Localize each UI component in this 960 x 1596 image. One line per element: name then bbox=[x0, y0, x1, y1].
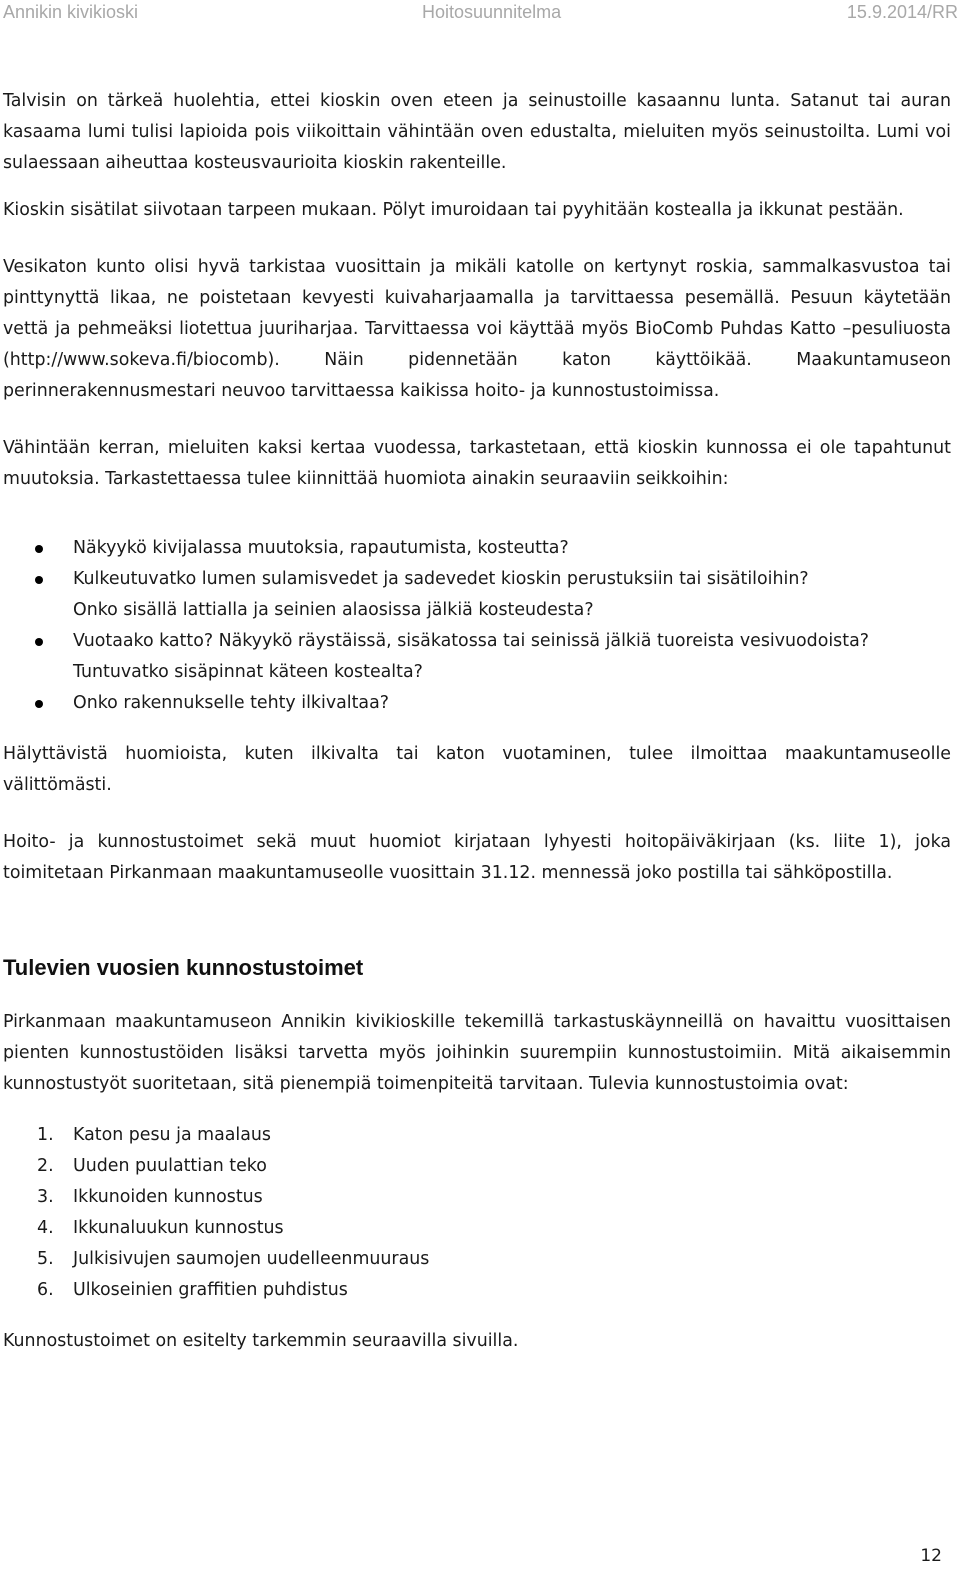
bullet-icon bbox=[35, 545, 43, 553]
repair-task-number: 6. bbox=[37, 1280, 54, 1300]
repair-task-list bbox=[3, 1120, 951, 1306]
repair-task-item bbox=[3, 1151, 951, 1182]
repair-task-text: Ulkoseinien graffitien puhdistus bbox=[73, 1280, 348, 1300]
page-header bbox=[0, 0, 960, 30]
checklist-item bbox=[3, 533, 951, 564]
header-date-author: 15.9.2014/RR bbox=[846, 2, 958, 22]
header-document-subject: Annikin kivikioski bbox=[3, 2, 139, 22]
repair-task-number: 1. bbox=[37, 1125, 54, 1145]
repair-task-number: 2. bbox=[37, 1156, 54, 1176]
repair-task-text: Katon pesu ja maalaus bbox=[73, 1125, 271, 1145]
paragraph-future-repairs: Pirkanmaan maakuntamuseon Annikin kivikioskille tekemillä tarkastuskäynneillä on havaittu vuosittaisen pienten kunnostustöiden lisäksi tarvetta myös joihinkin suurempiin kunnostustoimiin. Mitä aikaisemmin kunnostustyöt suoritetaan, sitä pienempiä toimenpiteitä tarvitaan. Tulevia kunnostustoimia ovat: bbox=[3, 1012, 951, 1094]
paragraph-interior-cleaning: Kioskin sisätilat siivotaan tarpeen mukaan. Pölyt imuroidaan tai pyyhitään kostealla ja ikkunat pestään. bbox=[3, 200, 904, 220]
paragraph-inspection-intro: Vähintään kerran, mieluiten kaksi kertaa vuodessa, tarkastetaan, että kioskin kunnossa ei ole tapahtunut muutoksia. Tarkastettaessa tulee kiinnittää huomiota ainakin seuraaviin seikkoihin: bbox=[3, 438, 951, 489]
repair-task-item bbox=[3, 1275, 951, 1306]
checklist-item-text: Onko rakennukselle tehty ilkivaltaa? bbox=[73, 693, 389, 713]
repair-task-number: 3. bbox=[37, 1187, 54, 1207]
paragraph-winter-snow: Talvisin on tärkeä huolehtia, ettei kioskin oven eteen ja seinustoille kasaannu lunta. Satanut tai auran kasaama lumi tulisi lapioida pois viikoittain vähintään oven edustalta, mieluiten myös seinustoilta. Lumi voi sulaessaan aiheuttaa kosteusvaurioita kioskin rakenteille. bbox=[3, 91, 951, 173]
bullet-icon bbox=[35, 700, 43, 708]
bullet-icon bbox=[35, 638, 43, 646]
repair-task-number: 5. bbox=[37, 1249, 54, 1269]
repair-task-number: 4. bbox=[37, 1218, 54, 1238]
checklist-item bbox=[3, 626, 951, 688]
bullet-icon bbox=[35, 576, 43, 584]
repair-task-text: Julkisivujen saumojen uudelleenmuuraus bbox=[73, 1249, 430, 1269]
repair-task-text: Uuden puulattian teko bbox=[73, 1156, 267, 1176]
repair-task-item bbox=[3, 1182, 951, 1213]
paragraph-alarming-findings: Hälyttävistä huomioista, kuten ilkivalta tai katon vuotaminen, tulee ilmoittaa maakuntamuseolle välittömästi. bbox=[3, 744, 951, 795]
document-body bbox=[3, 86, 951, 1357]
checklist-item-text: Onko sisällä lattialla ja seinien alaosissa jälkiä kosteudesta? bbox=[73, 600, 594, 620]
header-document-type: Hoitosuunnitelma bbox=[422, 2, 562, 22]
checklist-item bbox=[3, 688, 951, 719]
repair-task-item bbox=[3, 1120, 951, 1151]
checklist-item-text: Kulkeutuvatko lumen sulamisvedet ja sadevedet kioskin perustuksiin tai sisätiloihin? bbox=[73, 569, 809, 589]
repair-task-item bbox=[3, 1213, 951, 1244]
checklist-item-text: Näkyykö kivijalassa muutoksia, rapautumista, kosteutta? bbox=[73, 538, 569, 558]
paragraph-closing: Kunnostustoimet on esitelty tarkemmin seuraavilla sivuilla. bbox=[3, 1331, 519, 1351]
checklist-item bbox=[3, 564, 951, 626]
paragraph-care-diary: Hoito- ja kunnostustoimet sekä muut huomiot kirjataan lyhyesti hoitopäiväkirjaan (ks. liite 1), joka toimitetaan Pirkanmaan maakuntamuseolle vuosittain 31.12. mennessä joko postilla tai sähköpostilla. bbox=[3, 832, 951, 883]
page-number: 12 bbox=[920, 1546, 942, 1566]
repair-task-text: Ikkunaluukun kunnostus bbox=[73, 1218, 284, 1238]
paragraph-roof-care: Vesikaton kunto olisi hyvä tarkistaa vuosittain ja mikäli katolle on kertynyt roskia, sammalkasvustoa tai pinttynyttä likaa, ne poistetaan kevyesti kuivaharjaamalla ja tarvittaessa pesemällä. Pesuun käytetään vettä ja pehmeäksi liotettua juuriharjaa. Tarvittaessa voi käyttää myös BioComb Puhdas Katto –pesuliuosta (http://www.sokeva.fi/biocomb). Näin pidennetään katon käyttöikää. Maakuntamuseon perinnerakennusmestari neuvoo tarvittaessa kaikissa hoito- ja kunnostustoimissa. bbox=[3, 257, 951, 401]
checklist-item-text: Vuotaako katto? Näkyykö räystäissä, sisäkatossa tai seinissä jälkiä tuoreista vesivuodoista? Tuntuvatko sisäpinnat käteen kostealta? bbox=[73, 631, 869, 682]
inspection-checklist bbox=[3, 533, 951, 719]
section-heading: Tulevien vuosien kunnostustoimet bbox=[3, 955, 364, 980]
repair-task-item bbox=[3, 1244, 951, 1275]
repair-task-text: Ikkunoiden kunnostus bbox=[73, 1187, 263, 1207]
